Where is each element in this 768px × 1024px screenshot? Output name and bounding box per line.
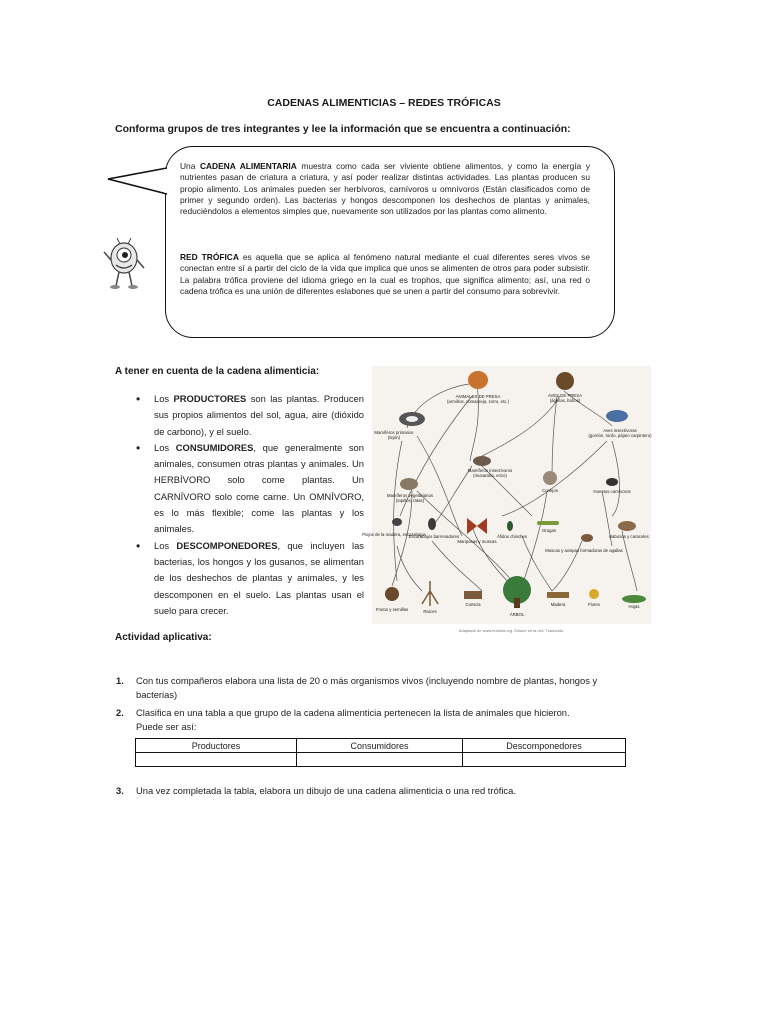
eagle-icon — [556, 372, 574, 390]
label-arbol: ÁRBOL — [509, 612, 525, 617]
table-header-consumidores: Consumidores — [297, 739, 463, 753]
label-corteza: Corteza — [465, 602, 481, 607]
bullet-descomponedores: • Los DESCOMPONEDORES, que incluyen las bacterias, los hongos y los gusanos, se alimentan de los deshechos de plantas y animales, y les descomponen en el suelo. Las plantas usan el suelo para crecer. — [136, 538, 364, 619]
wasp-icon — [581, 534, 593, 542]
activity-heading: Actividad aplicativa: — [115, 632, 212, 643]
bullet-list — [136, 391, 364, 619]
wood-icon — [547, 592, 569, 598]
cadena-term: CADENA ALIMENTARIA — [199, 161, 297, 171]
snail-icon — [618, 521, 636, 531]
label-conejos: Conejos — [542, 488, 558, 493]
bark-beetle-icon — [428, 518, 436, 530]
label-afidos: Áfidos chinches — [496, 534, 528, 539]
label-aves-insectivoras-sub: (gorrión, tordo, pájaro carpintero) — [588, 433, 652, 438]
bubble-paragraph-red: RED TRÓFICA es aquella que se aplica al fenómeno natural mediante el cual diferentes seres vivos se conectan entre sí a partir del ciclo de la vida que implica que unos se alimenten de otros para poder subsistir. La palabra trófica proviene del idioma griego en la cual es trophos, que significa alimento; así, una red o cadena trófica es una unión de diferentes eslabones que se unen a partir del consumo para sobrevivir. — [180, 252, 591, 296]
label-aves-presa-sub: (águilas, búhos) — [549, 398, 581, 403]
red-term: RED TRÓFICA — [180, 252, 239, 262]
section-heading: A tener en cuenta de la cadena alimenticia: — [115, 366, 320, 377]
beetle-icon — [606, 478, 618, 486]
vole-icon — [400, 478, 418, 490]
table-header-row — [136, 739, 626, 753]
woodlouse-icon — [392, 518, 402, 526]
bubble-paragraph-cadena: Una CADENA ALIMENTARIA muestra como cada ser viviente obtiene alimentos, y como la energía y nutrientes pasan de criatura a criatura, y así poder realizar distintas actividades. Las plantas producen su propio alimento. Los animales pueden ser herbívoros, carnívoros u omnívoros (Están clasificados como de primer y segundo orden). Las bacterias y hongos descomponen los deshechos de plantas y animales, reduciéndolos a elementos simples que, nuevamente son utilizados por las plantas como alimento. — [180, 161, 590, 217]
label-flores: Flores — [588, 602, 600, 607]
leaves-icon — [622, 595, 646, 603]
speech-bubble-tail — [106, 160, 170, 200]
table-cell-empty — [463, 753, 626, 767]
shrew-icon — [473, 456, 491, 466]
label-insectos-carnivoros: Insectos carnívoros — [593, 489, 631, 494]
table-header-productores: Productores — [136, 739, 297, 753]
label-mamiferos-insectivoros-sub: (musaraña, erizo) — [473, 473, 507, 478]
label-animales-presa: ANIMALES DE PRESA — [455, 394, 501, 399]
label-moscas-avispas: Moscas y avispas formadoras de agallas — [545, 548, 623, 553]
intro-instruction: Conforma grupos de tres integrantes y lee la información que se encuentra a continuación: — [115, 123, 571, 135]
label-escarabajos: Escarabajos barrenadores — [408, 534, 460, 539]
label-aves-presa: AVES DE PRESA — [547, 393, 583, 398]
caterpillar-icon — [537, 521, 559, 525]
label-hojas: Hojas — [628, 604, 640, 609]
seeds-icon — [385, 587, 399, 601]
table-row — [136, 753, 626, 767]
label-mamiferos-vegetarianos: Mamíferos vegetarianos — [386, 493, 434, 498]
bullet-consumidores: • Los CONSUMIDORES, que generalmente son animales, consumen otras plantas y animales. Un HERBÍVORO solo come plantas. Un CARNÍVORO solo come carne. Un OMNÍVORO, es lo más flexible; come las plantas y los animales. — [136, 440, 364, 538]
aphid-icon — [507, 521, 513, 531]
label-animales-presa-sub: (armiños, comadreja, zorro, etc.) — [446, 399, 510, 404]
activity-1: 1. Con tus compañeros elabora una lista de 20 o más organismos vivos (incluyendo nombre de plantas, hongos y bacterias) — [116, 675, 598, 700]
activity-2: 2. Clasifica en una tabla a que grupo de la cadena alimenticia pertenecen la lista de animales que hicieron. Puede ser así: — [116, 707, 570, 732]
food-web-illustration — [362, 366, 652, 624]
label-mamiferos-primarios-sub: (tejón) — [387, 435, 401, 440]
label-mamiferos-vegetarianos-sub: (topillos, ratas) — [395, 498, 425, 503]
classification-table — [135, 738, 626, 767]
label-orugas: Orugas — [541, 528, 557, 533]
label-mamiferos-insectivoros: Mamíferos insectívoros — [467, 468, 513, 473]
activity-3: 3. Una vez completada la tabla, elabora un dibujo de una cadena alimenticia o una red trófica. — [116, 785, 516, 796]
label-mariposas: Mariposas y moscas — [457, 539, 497, 544]
label-raices: Raíces — [423, 609, 437, 614]
table-header-descomponedores: Descomponedores — [463, 739, 626, 753]
bullet-productores: • Los PRODUCTORES son las plantas. Producen sus propios alimentos del sol, agua, aire (dióxido de carbono), y el suelo. — [136, 391, 364, 440]
table-cell-empty — [297, 753, 463, 767]
rabbit-icon — [543, 471, 557, 485]
label-piojos: Piojos de la madera, escarabajos — [362, 532, 426, 537]
table-cell-empty — [136, 753, 297, 767]
food-web-caption: Adaptado de www.eurekid.org. Enlace en la red, Traducido. — [458, 628, 565, 633]
bark-icon — [464, 591, 482, 599]
flower-icon — [589, 589, 599, 599]
label-aves-insectivoras: Aves insectívoras — [603, 428, 637, 433]
label-mamiferos-primarios: Mamíferos primarios — [374, 430, 414, 435]
label-frutos: Frutos y semillas — [375, 607, 409, 612]
label-madera: Madera — [550, 602, 566, 607]
page-title: CADENAS ALIMENTICIAS – REDES TRÓFICAS — [267, 97, 501, 109]
mascot-character-illustration — [102, 238, 146, 290]
bird-icon — [606, 410, 628, 422]
label-babosas: Babosas y caracoles — [609, 534, 649, 539]
fox-icon — [468, 371, 488, 389]
